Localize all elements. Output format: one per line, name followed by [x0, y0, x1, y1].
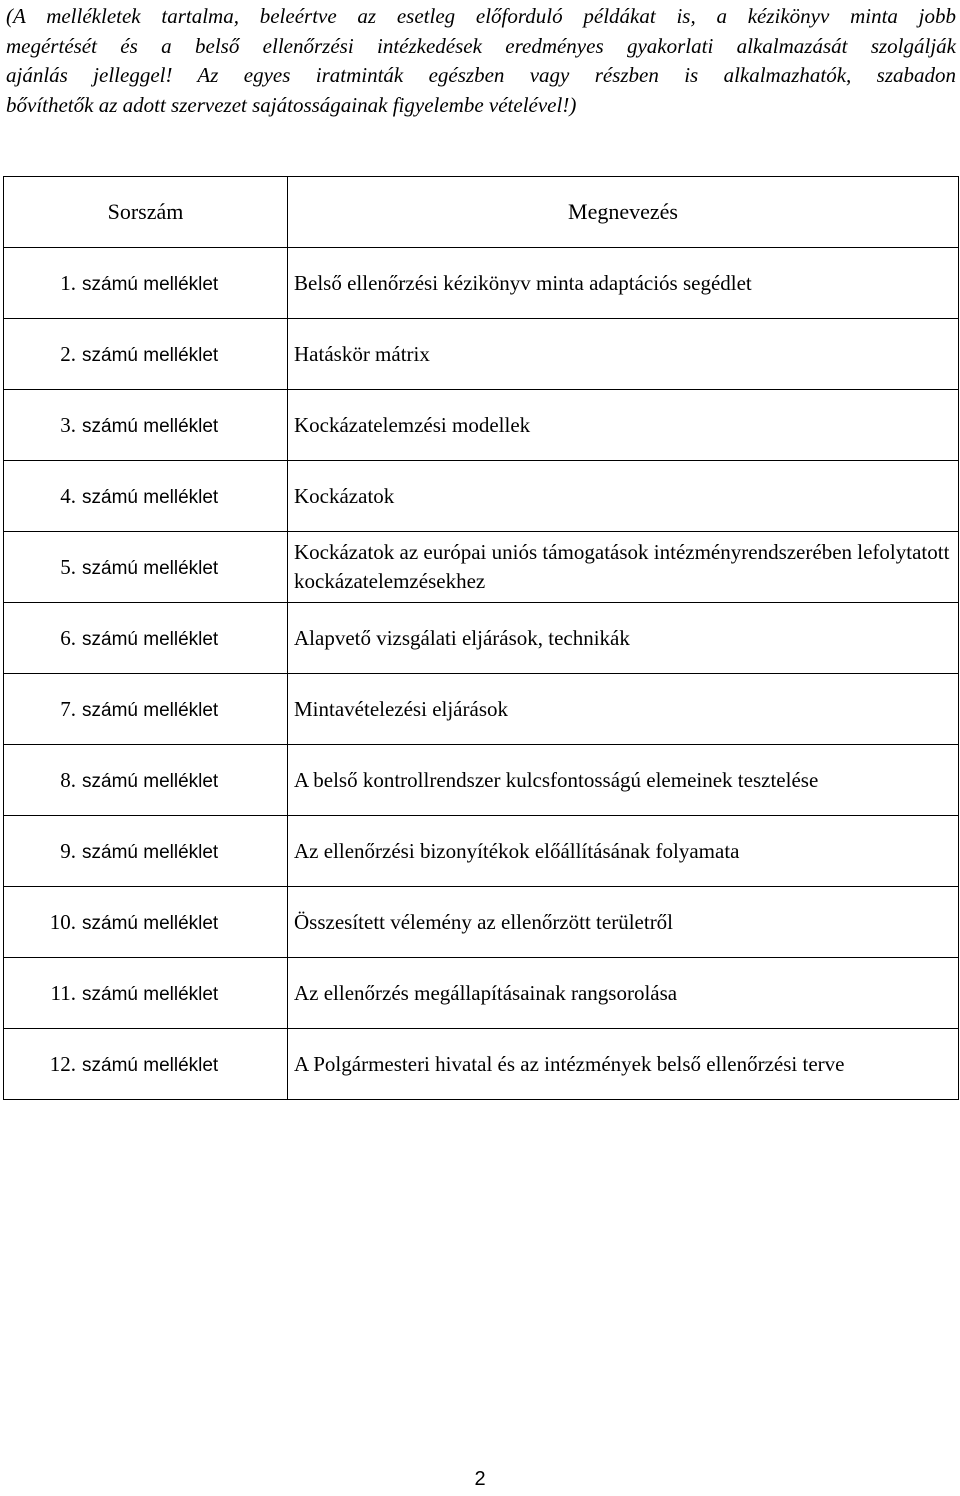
annex-label: számú melléklet	[82, 983, 219, 1005]
header-megnevezes: Megnevezés	[288, 177, 959, 248]
annex-number-cell	[4, 1029, 288, 1100]
annex-number: 3.	[60, 412, 76, 437]
annex-number: 12.	[49, 1051, 76, 1076]
annex-number: 7.	[60, 696, 76, 721]
annex-label: számú melléklet	[82, 912, 219, 934]
annex-number-cell	[4, 958, 288, 1029]
intro-line: bővíthetők az adott szervezet sajátosságainak figyelembe vételével!)	[6, 92, 577, 117]
annex-title: A Polgármesteri hivatal és az intézmények belső ellenőrzési terve	[288, 1029, 959, 1100]
annex-label: számú melléklet	[82, 841, 219, 863]
annex-number: 6.	[60, 625, 76, 650]
annex-number-cell	[4, 887, 288, 958]
annex-number: 10.	[49, 909, 76, 934]
annex-title: Alapvető vizsgálati eljárások, technikák	[288, 603, 959, 674]
table-row	[4, 1029, 959, 1100]
annex-number: 4.	[60, 483, 76, 508]
annex-number-cell	[4, 532, 288, 603]
annex-number-cell	[4, 461, 288, 532]
annex-title: Hatáskör mátrix	[288, 319, 959, 390]
annex-label: számú melléklet	[82, 273, 219, 295]
table-row	[4, 390, 959, 461]
annex-number: 8.	[60, 767, 76, 792]
annex-number-cell	[4, 319, 288, 390]
intro-line: ajánlás jelleggel! Az egyes iratminták egészben vagy részben is alkalmazhatók, szabadon	[6, 63, 956, 87]
annex-number: 5.	[60, 554, 76, 579]
annex-label: számú melléklet	[82, 557, 219, 579]
annex-number: 2.	[60, 341, 76, 366]
annex-title: A belső kontrollrendszer kulcsfontosságú elemeinek tesztelése	[288, 745, 959, 816]
annex-title: Mintavételezési eljárások	[288, 674, 959, 745]
table-row	[4, 958, 959, 1029]
table-row	[4, 816, 959, 887]
annex-number-cell	[4, 390, 288, 461]
annex-number-cell	[4, 603, 288, 674]
header-sorszam: Sorszám	[4, 177, 288, 248]
annex-label: számú melléklet	[82, 1054, 219, 1076]
annex-number: 11.	[50, 980, 76, 1005]
annex-title: Kockázatelemzési modellek	[288, 390, 959, 461]
table-header-row	[4, 177, 959, 248]
annex-number-cell	[4, 745, 288, 816]
annex-label: számú melléklet	[82, 628, 219, 650]
annex-table	[3, 176, 959, 1100]
annex-label: számú melléklet	[82, 344, 219, 366]
annex-title: Az ellenőrzési bizonyítékok előállításának folyamata	[288, 816, 959, 887]
annex-title: Belső ellenőrzési kézikönyv minta adaptációs segédlet	[288, 248, 959, 319]
intro-line: (A mellékletek tartalma, beleértve az esetleg előforduló példákat is, a kézikönyv minta jobb	[6, 4, 956, 28]
intro-line: megértését és a belső ellenőrzési intézkedések eredményes gyakorlati alkalmazását szolgálják	[6, 33, 956, 58]
annex-label: számú melléklet	[82, 770, 219, 792]
table-row	[4, 674, 959, 745]
page-number: 2	[474, 1468, 486, 1490]
table-row	[4, 532, 959, 603]
annex-label: számú melléklet	[82, 415, 219, 437]
annex-label: számú melléklet	[82, 486, 219, 508]
annex-title: Az ellenőrzés megállapításainak rangsorolása	[288, 958, 959, 1029]
intro-paragraph	[6, 2, 956, 120]
annex-number: 1.	[60, 270, 76, 295]
annex-number-cell	[4, 816, 288, 887]
table-row	[4, 745, 959, 816]
table-row	[4, 887, 959, 958]
annex-number-cell	[4, 248, 288, 319]
table-row	[4, 603, 959, 674]
table-row	[4, 248, 959, 319]
annex-number-cell	[4, 674, 288, 745]
annex-title: Összesített vélemény az ellenőrzött területről	[288, 887, 959, 958]
annex-title: Kockázatok	[288, 461, 959, 532]
annex-label: számú melléklet	[82, 699, 219, 721]
table-row	[4, 461, 959, 532]
table-row	[4, 319, 959, 390]
annex-number: 9.	[60, 838, 76, 863]
annex-title: Kockázatok az európai uniós támogatások intézményrendszerében lefolytatott kockázatelemzésekhez	[288, 532, 959, 603]
